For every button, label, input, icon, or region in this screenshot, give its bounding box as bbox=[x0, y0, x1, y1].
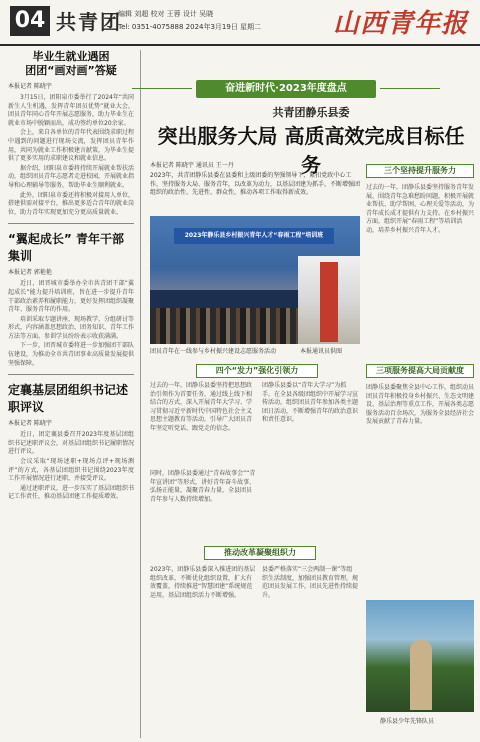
photo3-caption: 静乐县少年先锋队员 bbox=[380, 718, 435, 725]
article2-paragraph: 近日，团晋城市委举办全市共青团干部“翼起成长”能力提升培训班，旨在进一步提升青年干部政治素养和履职能力，更好发挥团组织凝聚青年、服务青年的作用。 bbox=[8, 280, 135, 314]
article3-paragraph: 会议采取“现场述职+现场点评+现场测评”的方式，各基层团组织书记围绕2023年度工作开展情况进行述职，并接受评议。 bbox=[8, 458, 134, 483]
article1-title-line1: 毕业生就业遇困 bbox=[32, 50, 110, 63]
article1-paragraph: 据介绍，团阳泉市委将持续开展就业帮扶活动，组织团员青年志愿者走进校园，开展就业指导和心理辅导等服务，帮助毕业生顺利就业。 bbox=[8, 164, 135, 189]
article2-paragraph: 下一步，团晋城市委将进一步加强团干部队伍建设，为推动全市共青团事业高质量发展提供坚强保障。 bbox=[8, 342, 135, 367]
section-name: 共青团 bbox=[56, 10, 122, 34]
sec1-column-2: 团静乐县委以“青年大学习”为抓手，在全县各级团组织中开展学习宣传活动，组织团员青年参加各类主题团日活动，不断增强青年的政治意识和责任意识。 bbox=[262, 382, 359, 424]
right-text-2: 团静乐县委聚焦全县中心工作，组织动员团员青年积极投身乡村振兴、生态文明建设、基层治理等重点工作，开展各类志愿服务活动百余场次，为服务全县经济社会发展贡献了青春力量。 bbox=[366, 384, 475, 426]
divider bbox=[8, 223, 134, 224]
article1-paragraph: 会上，来自各单位的青年代表围绕求职过程中遇到的问题进行现场交流，发挥团员青年作用，共同为就业工作积极建言献策，为毕业生提供了更多实用的求职建议和就业信息。 bbox=[8, 129, 135, 163]
page-header bbox=[0, 0, 480, 46]
section-heading-1: 四个“发力”强化引领力 bbox=[196, 364, 318, 378]
article3-title: 定襄基层团组织书记述职评议 bbox=[8, 383, 129, 415]
article2-title: “翼起成长” 青年干部集训 bbox=[8, 232, 124, 264]
main-headline: 突出服务大局 高质高效完成目标任务 bbox=[157, 124, 465, 177]
column-divider bbox=[140, 50, 141, 738]
photo2-caption: 本报通讯员供图 bbox=[300, 348, 343, 355]
section-heading-2: 推动改革凝聚组织力 bbox=[204, 546, 316, 560]
article3-paragraph: 近日，团定襄县委召开2023年度基层团组织书记述职评议会，对基层团组织书记履职情况进行评议。 bbox=[8, 431, 135, 456]
article2-paragraph: 培训采取专题讲座、现场教学、分组研讨等形式，内容涵盖思想政治、团务知识、青年工作方法等方面。参训学员纷纷表示收获满满。 bbox=[8, 315, 135, 340]
photo-banner-text: 2023年静乐县乡村振兴青年人才“春雨工程”培训班 bbox=[174, 228, 334, 244]
sec1-column-3: 同时，团静乐县委通过“青春故事会”“青年宣讲团”等形式，讲好青年奋斗故事，弘扬正能量，凝聚青春力量，全县团员青年参与人数持续增加。 bbox=[150, 470, 256, 503]
left-column bbox=[8, 50, 134, 736]
editor-line: 编辑 刘超 校对 王蓉 设计 吴晓 bbox=[118, 10, 214, 18]
date-line: Tel: 0351-4075888 2024年3月19日 星期二 bbox=[118, 23, 262, 31]
photo1-caption: 团员青年在一线参与乡村振兴建设志愿服务活动 bbox=[150, 348, 277, 355]
article1-byline: 本报记者 陈晓宇 bbox=[8, 83, 52, 90]
volunteer-photo bbox=[298, 256, 360, 344]
right-text-1: 过去的一年，团静乐县委坚持服务青年发展，围绕青年急难愁盼问题，积极开展就业帮扶、助学帮困、心理关爱等活动，为青年成长成才提供有力支持。在乡村振兴方面，组织开展“春雨工程”等培训活动，培养乡村振兴青年人才。 bbox=[366, 184, 475, 234]
article2-byline: 本报记者 郭艳艳 bbox=[8, 269, 52, 277]
right-heading-1: 三个坚持提升服务力 bbox=[366, 164, 474, 178]
article-kicker: 共青团静乐县委 bbox=[272, 106, 350, 119]
article1-title-line2: 团团“画对画”答疑 bbox=[25, 64, 117, 77]
right-heading-2: 三项服务提高大局贡献度 bbox=[366, 364, 474, 378]
article1-paragraph: 3月15日，团阳泉市委举行了2024年“共同新生人生机遇，发挥青年团员优势”就业大会，团员青年同心青年开展志愿服务，助力毕业生在就业市场中脱颖而出，成功签约单位20余家。 bbox=[8, 94, 135, 127]
photo-figure bbox=[320, 262, 338, 342]
theme-banner: 奋进新时代·2023年度盘点 bbox=[196, 80, 376, 98]
pioneer-photo bbox=[366, 600, 474, 712]
photo-person bbox=[410, 640, 432, 710]
divider bbox=[8, 374, 134, 375]
sec2-column-2: 县委严格落实“三会两制一课”等组织生活制度，加强团员教育管理，规范团员发展工作，团员先进性持续提升。 bbox=[262, 566, 359, 599]
article3-paragraph: 通过述职评议，进一步压实了基层团组织书记工作责任，推动基层团建工作提质增效。 bbox=[8, 484, 135, 501]
article3-byline: 本报记者 陈晓宇 bbox=[8, 420, 52, 428]
main-byline: 本报记者 陈晓宇 通讯员 王一丹 bbox=[150, 162, 234, 169]
lead-paragraph: 2023年，共青团静乐县委在县委和上级团委的坚强领导下，紧扣党政中心工作，坚持服务大局、服务青年，以改革为动力，以基层团建为抓手，不断增强团组织的政治性、先进性、群众性，推动各项工作取得新成效。 bbox=[150, 172, 361, 196]
sec1-column-1: 过去的一年，团静乐县委坚持把思想政治引领作为首要任务，通过线上线下相结合的方式，深入开展青年大学习、学习贯彻习近平新时代中国特色社会主义思想主题教育等活动，引导广大团员青年坚定听党话、跟党走的信念。 bbox=[150, 382, 253, 432]
article1-paragraph: 此外，团阳泉市委还将积极对接用人单位，搭建供需对接平台，推出更多适合青年的就业岗位，助力青年实现更加充分更高质量就业。 bbox=[8, 191, 135, 216]
sec2-column-1: 2023年，团静乐县委深入推进团的基层组织改革，不断优化组织设置，扩大有效覆盖，持续推进“智慧团建”系统规范运用，基层团组织活力不断增强。 bbox=[150, 566, 256, 599]
newspaper-logo: 山西青年报 bbox=[332, 9, 468, 39]
page-number: 04 bbox=[10, 6, 50, 36]
